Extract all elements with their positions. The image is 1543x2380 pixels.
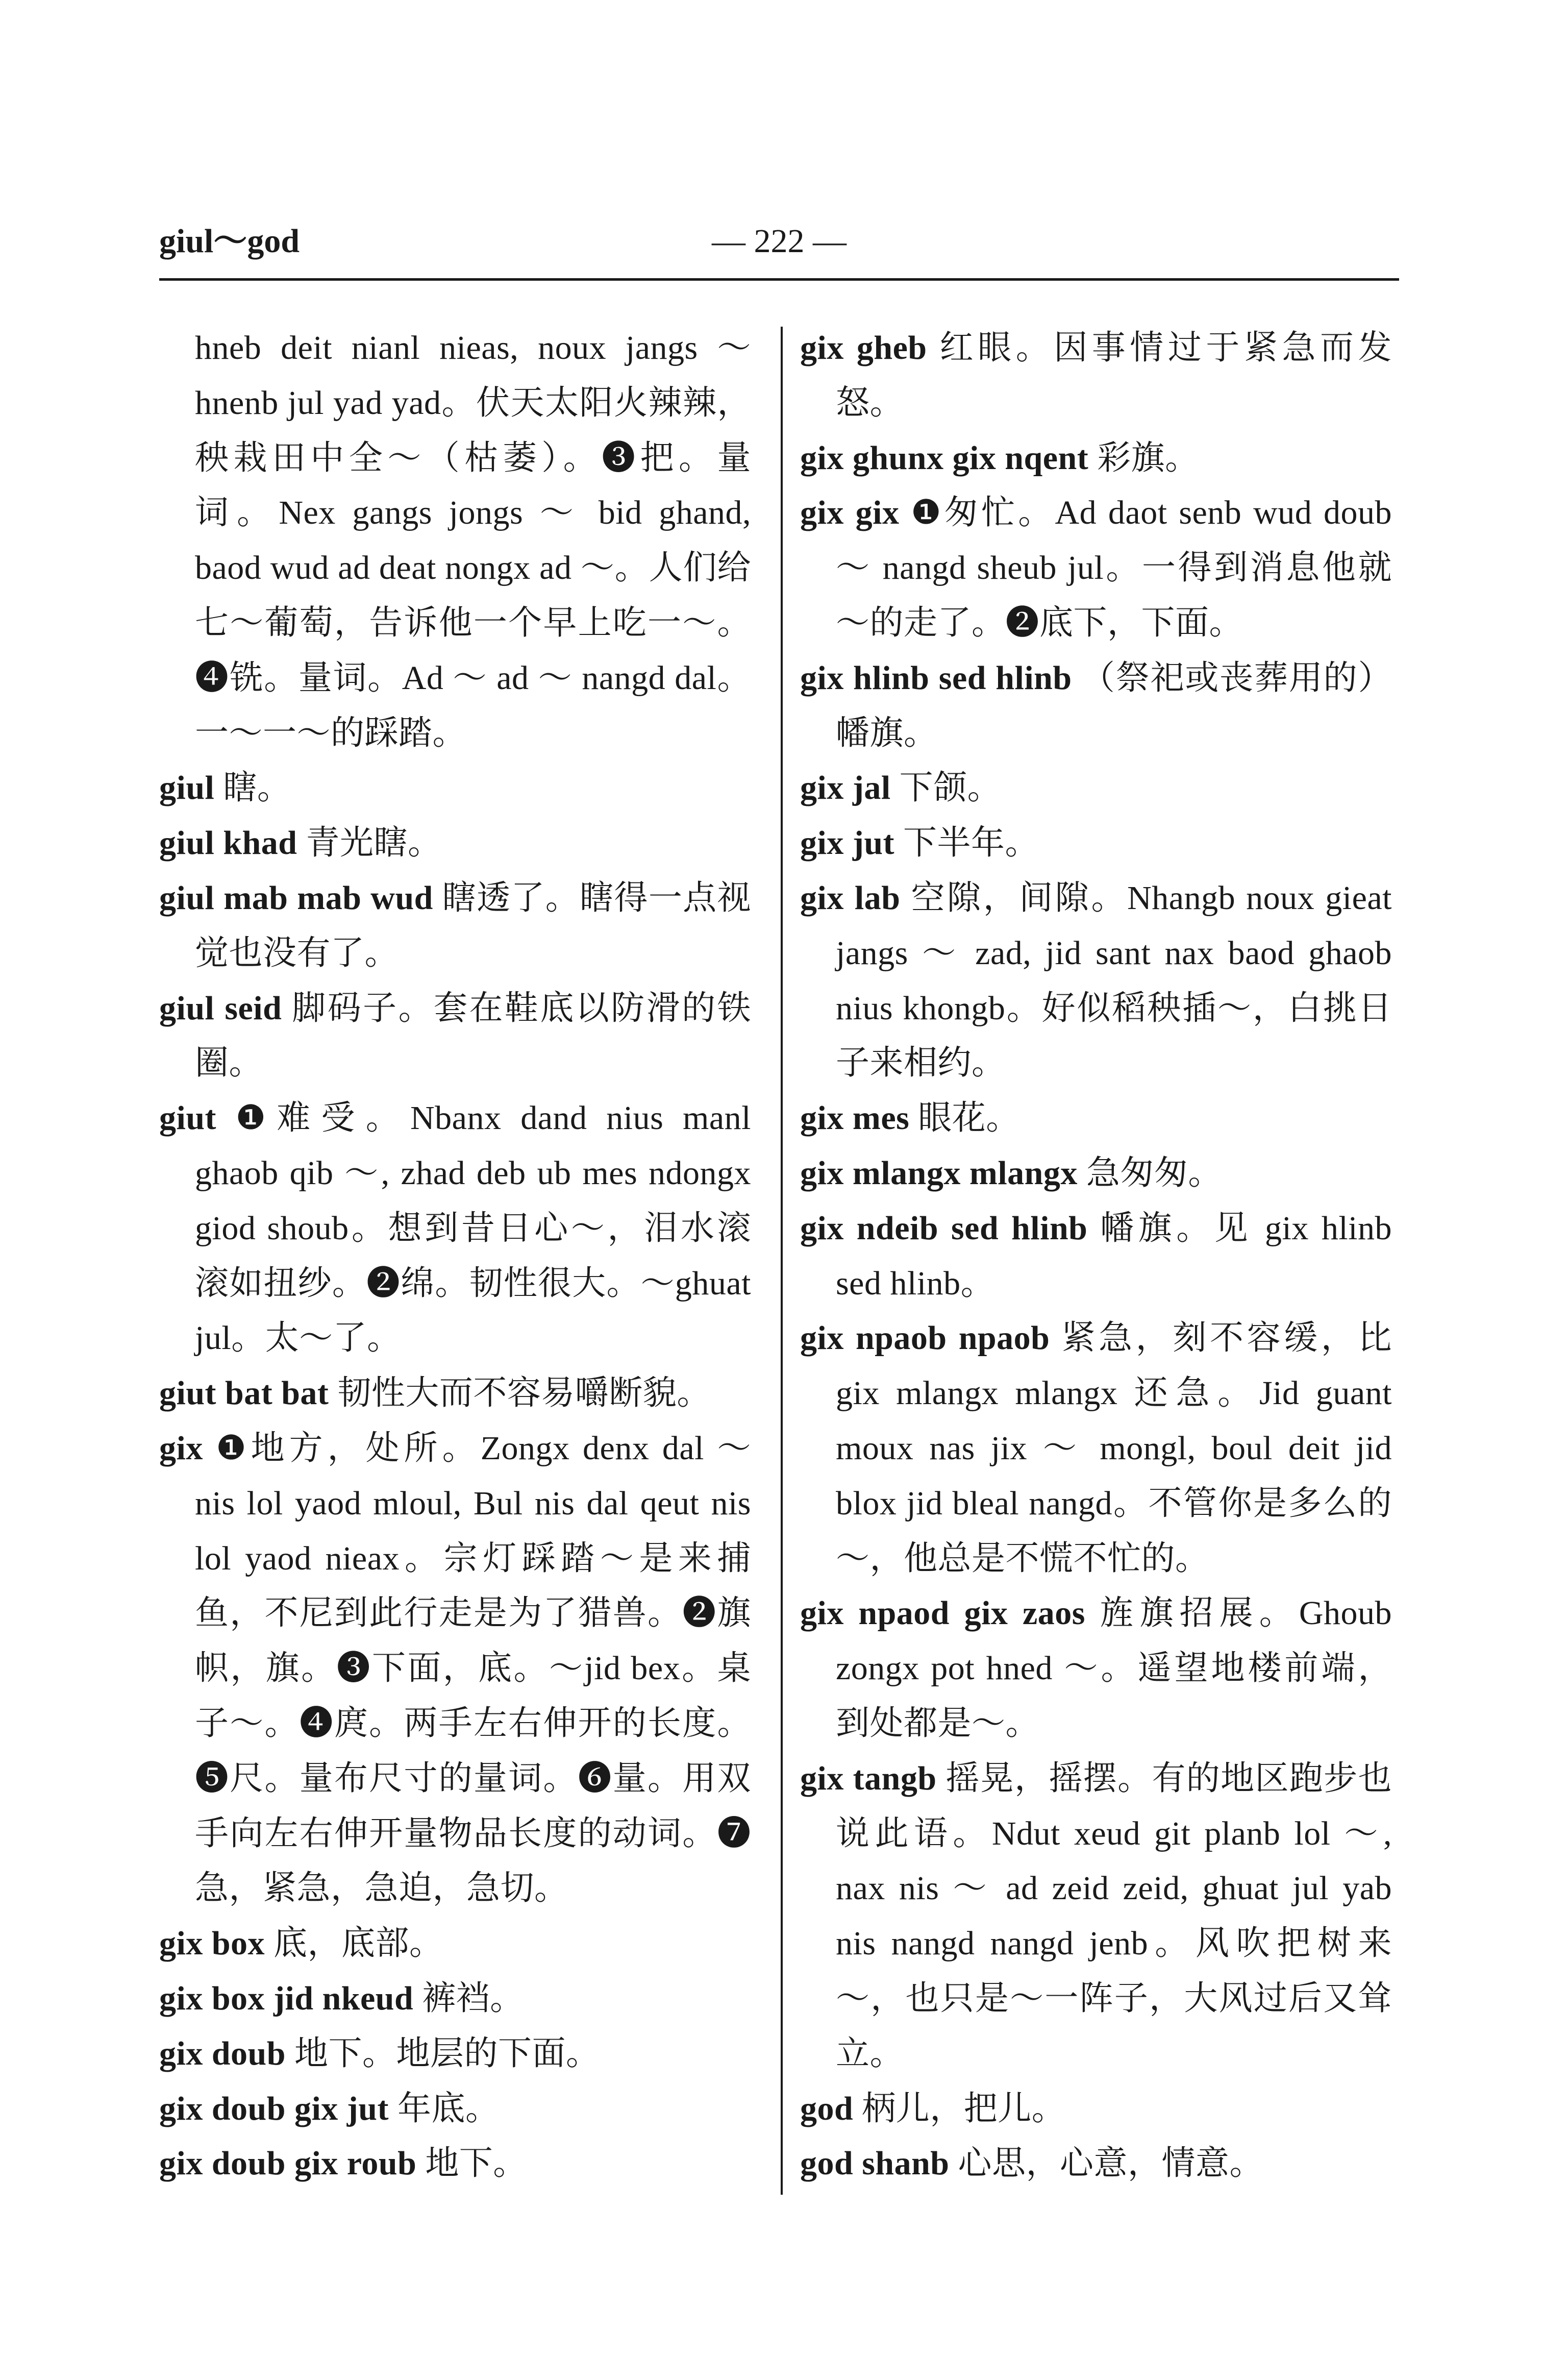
page-number: — 222 —	[712, 223, 847, 260]
entry-headword: gix gix	[800, 494, 900, 532]
entry-definition: 摇晃，摇摆。有的地区跑步也说此语。Ndut xeud git planb lol ～, nax nis ～ ad zeid zeid, ghuat jul yab nis nangd nangd jenb。风吹把树来～，也只是～一阵子，大风过后又耸立。	[836, 1759, 1392, 2072]
running-head: giul～god	[159, 223, 300, 260]
dictionary-entry	[800, 431, 1392, 486]
dictionary-entry	[800, 1091, 1392, 1146]
entry-headword: gix	[159, 1429, 203, 1467]
entry-headword: gix npaob npaob	[800, 1319, 1050, 1357]
dictionary-entry	[800, 1201, 1392, 1311]
dictionary-entry	[800, 816, 1392, 871]
entry-definition: 下颌。	[899, 769, 1002, 807]
dictionary-entry	[159, 2026, 751, 2081]
entry-headword: gix lab	[800, 879, 901, 917]
entry-headword: gix jut	[800, 824, 894, 862]
entry-definition: 瞎。	[223, 769, 291, 807]
entry-definition: 脚码子。套在鞋底以防滑的铁圈。	[195, 989, 752, 1082]
entry-headword: gix ndeib sed hlinb	[800, 1209, 1088, 1247]
entry-headword: gix gheb	[800, 329, 927, 366]
entry-headword: giul seid	[159, 989, 282, 1027]
entry-definition: 空隙，间隙。Nhangb noux gieat jangs ～ zad, jid sant nax baod ghaob nius khongb。好似稻秧插～，白挑日子来相约。	[836, 879, 1392, 1082]
entry-definition: （祭祀或丧葬用的）幡旗。	[836, 659, 1392, 752]
entry-headword: gix hlinb sed hlinb	[800, 659, 1072, 697]
entry-definition: 地下。	[425, 2145, 527, 2182]
header-rule	[159, 278, 1399, 281]
column-divider	[781, 327, 783, 2195]
dictionary-entry	[800, 2081, 1392, 2137]
dictionary-entry	[159, 2081, 751, 2137]
entry-definition: 眼花。	[918, 1099, 1020, 1137]
dictionary-entry	[800, 1751, 1392, 2081]
dictionary-entry	[800, 871, 1392, 1091]
dictionary-entry	[800, 2136, 1392, 2191]
entry-headword: gix jal	[800, 769, 891, 807]
entry-definition: 心思，心意，情意。	[958, 2145, 1264, 2182]
dictionary-entry	[159, 760, 751, 816]
entry-headword: giul	[159, 769, 215, 807]
entry-headword: giul mab mab wud	[159, 879, 433, 917]
entry-headword: gix mes	[800, 1099, 910, 1137]
dictionary-entry	[800, 1586, 1392, 1751]
entry-headword: gix npaod gix zaos	[800, 1594, 1085, 1632]
dictionary-entry	[159, 871, 751, 981]
dictionary-entry	[800, 1146, 1392, 1201]
entry-definition: 紧急，刻不容缓，比 gix mlangx mlangx 还急。Jid guant moux nas jix ～ mongl, boul deit jid blox jid bleal nangd。不管你是多么的～，他总是不慌不忙的。	[836, 1319, 1392, 1577]
dictionary-entry	[159, 1916, 751, 1971]
dictionary-entry	[159, 1366, 751, 1421]
entry-definition: 下半年。	[903, 824, 1039, 862]
left-column	[159, 321, 751, 2191]
entry-definition: 年底。	[397, 2090, 500, 2127]
entry-headword: gix doub	[159, 2034, 286, 2072]
dictionary-entry	[159, 1421, 751, 1916]
entry-definition: 韧性大而不容易嚼断貌。	[337, 1375, 711, 1412]
entry-headword: gix box	[159, 1925, 265, 1962]
entry-definition: 青光瞎。	[306, 824, 442, 862]
right-column	[800, 321, 1392, 2191]
entry-definition: 裤裆。	[422, 1979, 524, 2017]
dictionary-entry	[159, 981, 751, 1091]
entry-definition: ❶匆忙。Ad daot senb wud doub ～ nangd sheub jul。一得到消息他就～的走了。❷底下，下面。	[836, 494, 1392, 642]
entry-definition: 急匆匆。	[1086, 1154, 1222, 1192]
entry-headword: god	[800, 2090, 854, 2127]
page-header	[159, 213, 1399, 269]
continued-entry	[159, 321, 751, 760]
dictionary-entry	[159, 816, 751, 871]
dictionary-entry	[159, 2136, 751, 2191]
dictionary-entry	[800, 485, 1392, 650]
entry-definition: 红眼。因事情过于紧急而发怒。	[836, 329, 1392, 422]
dictionary-entry	[800, 651, 1392, 761]
entry-headword: gix mlangx mlangx	[800, 1154, 1078, 1192]
entry-headword: gix ghunx gix nqent	[800, 439, 1089, 477]
entry-definition: 幡旗。见 gix hlinb sed hlinb。	[836, 1209, 1392, 1302]
entry-definition: ❶难受。Nbanx dand nius manl ghaob qib ～, zhad deb ub mes ndongx giod shoub。想到昔日心～，泪水滚滚如扭纱。❷绵。韧性很大。～ghuat jul。太～了。	[195, 1099, 751, 1357]
entry-headword: giut bat bat	[159, 1375, 329, 1412]
dictionary-entry	[159, 1091, 751, 1366]
entry-definition: 瞎透了。瞎得一点视觉也没有了。	[195, 879, 752, 972]
entry-definition: ❶地方，处所。Zongx denx dal ～ nis lol yaod mloul, Bul nis dal qeut nis lol yaod nieax。宗灯踩踏～是来捕鱼，不尼到此行走是为了猎兽。❷旗帜，旗。❸下面，底。～jid bex。桌子～。❹庹。两手左右伸开的长度。❺尺。量布尺寸的量词。❻量。用双手向左右伸开量物品长度的动词。❼急，紧急，急迫，急切。	[195, 1429, 751, 1907]
entry-headword: gix tangb	[800, 1759, 937, 1797]
dictionary-entry	[800, 321, 1392, 431]
entry-definition: 柄儿，把儿。	[862, 2090, 1066, 2127]
dictionary-entry	[159, 1971, 751, 2026]
entry-definition: 彩旗。	[1097, 439, 1199, 477]
entry-headword: gix doub gix jut	[159, 2090, 389, 2127]
dictionary-entry	[800, 1311, 1392, 1586]
entry-headword: god shanb	[800, 2145, 950, 2182]
dictionary-entry	[800, 760, 1392, 816]
entry-definition: hneb deit nianl nieas, noux jangs ～ hnenb jul yad yad。伏天太阳火辣辣，秧栽田中全～（枯萎）。❸把。量词。Nex gangs jongs ～ bid ghand, baod wud ad deat nongx ad ～。人们给七～葡萄，告诉他一个早上吃一～。❹铣。量词。Ad ～ ad ～ nangd dal。一～一～的踩踏。	[195, 329, 751, 752]
entry-headword: gix box jid nkeud	[159, 1979, 414, 2017]
entry-definition: 地下。地层的下面。	[294, 2034, 600, 2072]
entry-headword: giul khad	[159, 824, 297, 862]
entry-definition: 旌旗招展。Ghoub zongx pot hned ～。遥望地楼前端，到处都是～。	[836, 1594, 1392, 1742]
entry-definition: 底，底部。	[273, 1925, 443, 1962]
entry-headword: giut	[159, 1099, 217, 1137]
entry-headword: gix doub gix roub	[159, 2145, 417, 2182]
